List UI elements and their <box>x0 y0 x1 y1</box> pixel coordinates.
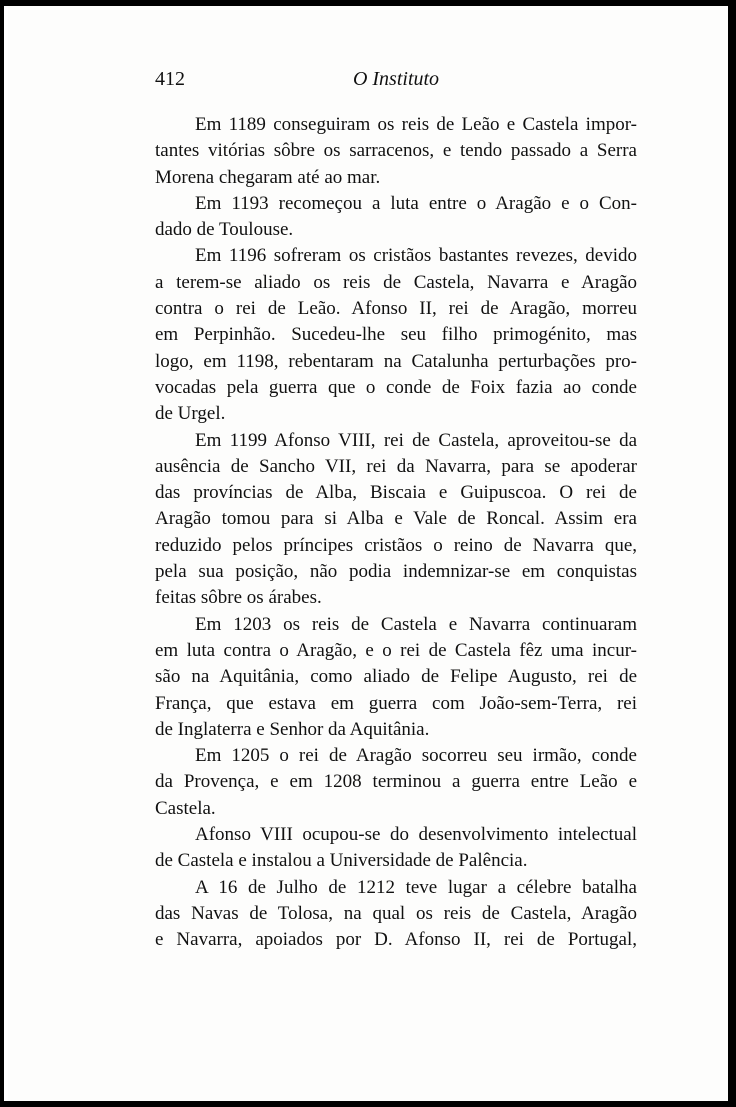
paragraph <box>155 428 637 612</box>
text-line: a terem-se aliado os reis de Castela, Navarra e Aragão <box>155 271 637 293</box>
text-line: de Castela e instalou a Universidade de Palência. <box>155 850 528 872</box>
text-line: em Perpinhão. Sucedeu-lhe seu filho primogénito, mas <box>155 324 637 346</box>
text-line: França, que estava em guerra com João-sem-Terra, rei <box>155 692 637 714</box>
paragraph <box>155 243 637 427</box>
paragraph <box>155 743 637 822</box>
text-line: Em 1193 recomeçou a luta entre o Aragão e o Con- <box>195 192 637 214</box>
text-line: reduzido pelos príncipes cristãos o reino de Navarra que, <box>155 534 637 556</box>
text-line: das Navas de Tolosa, na qual os reis de Castela, Aragão <box>155 902 637 924</box>
page-header <box>155 68 637 98</box>
text-line: de Inglaterra e Senhor da Aquitânia. <box>155 718 430 740</box>
paragraph <box>155 191 637 244</box>
text-line: feitas sôbre os árabes. <box>155 587 322 609</box>
body-text <box>155 112 637 954</box>
scan-border-left <box>0 0 4 1107</box>
text-line: e Navarra, apoiados por D. Afonso II, rei de Portugal, <box>155 929 637 951</box>
text-line: Castela. <box>155 797 216 819</box>
text-line: Em 1203 os reis de Castela e Navarra continuaram <box>195 613 637 635</box>
text-line: das províncias de Alba, Biscaia e Guipuscoa. O rei de <box>155 482 637 504</box>
text-line: pela sua posição, não podia indemnizar-se em conquistas <box>155 561 637 583</box>
text-line: ausência de Sancho VII, rei da Navarra, para se apoderar <box>155 455 637 477</box>
running-title: O Instituto <box>352 68 440 90</box>
text-line: Aragão tomou para si Alba e Vale de Roncal. Assim era <box>155 508 637 530</box>
text-line: Em 1189 conseguiram os reis de Leão e Castela impor- <box>195 114 637 135</box>
page-number: 412 <box>155 68 185 90</box>
text-line: Morena chegaram até ao mar. <box>155 166 381 188</box>
text-line: Em 1205 o rei de Aragão socorreu seu irmão, conde <box>195 745 637 767</box>
text-line: tantes vitórias sôbre os sarracenos, e tendo passado a Serra <box>155 140 637 162</box>
text-line: Em 1199 Afonso VIII, rei de Castela, aproveitou-se da <box>195 429 637 451</box>
paragraph <box>155 612 637 743</box>
text-line: A 16 de Julho de 1212 teve lugar a célebre batalha <box>195 876 637 898</box>
text-line: da Provença, e em 1208 terminou a guerra entre Leão e <box>155 771 637 793</box>
text-line: dado de Toulouse. <box>155 219 294 241</box>
paragraph <box>155 822 637 875</box>
paragraph <box>155 112 637 191</box>
text-line: em luta contra o Aragão, e o rei de Castela fêz uma incur- <box>155 639 637 661</box>
text-line: vocadas pela guerra que o conde de Foix fazia ao conde <box>155 376 637 398</box>
text-line: são na Aquitânia, como aliado de Felipe Augusto, rei de <box>155 666 637 688</box>
paragraph <box>155 875 637 954</box>
text-line: logo, em 1198, rebentaram na Catalunha perturbações pro- <box>155 350 637 372</box>
scan-border-bottom <box>0 1101 736 1107</box>
scan-border-right <box>728 0 736 1107</box>
text-line: Em 1196 sofreram os cristãos bastantes revezes, devido <box>195 245 637 267</box>
text-line: de Urgel. <box>155 403 226 425</box>
text-line: Afonso VIII ocupou-se do desenvolvimento intelectual <box>195 824 637 846</box>
text-line: contra o rei de Leão. Afonso II, rei de Aragão, morreu <box>155 298 637 320</box>
